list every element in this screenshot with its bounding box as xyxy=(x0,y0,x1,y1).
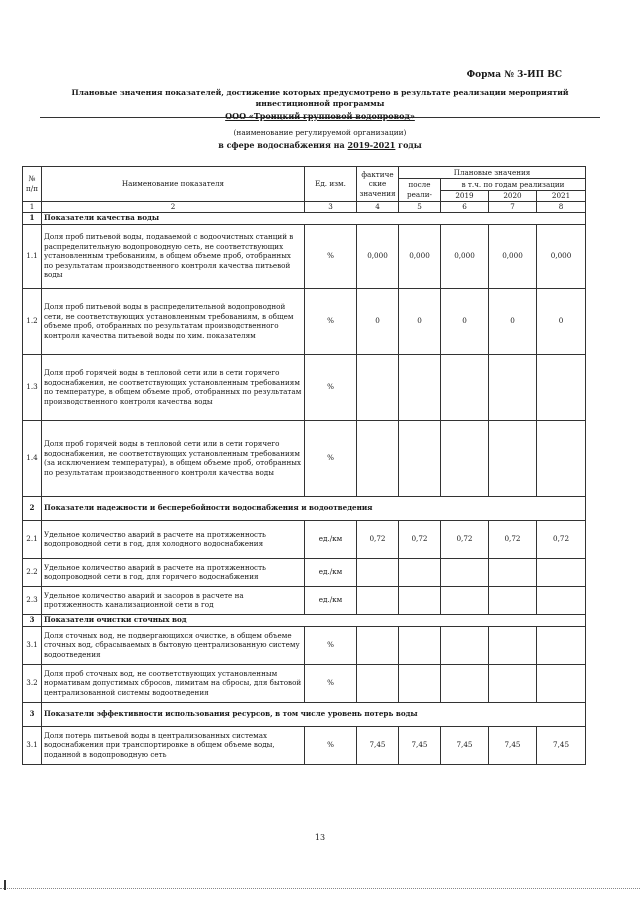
page-number: 13 xyxy=(314,833,326,842)
indicator-name: Доля проб питьевой воды, подаваемой с водоочистных станций в распределительную водопроводную сеть, не соответствующих установленным требованиям, в общем объеме проб, отобранных по результатам производственного контроля качества питьевой воды xyxy=(42,224,305,288)
section-number: 1 xyxy=(23,212,42,224)
after-value xyxy=(399,558,441,586)
header-num: № п/п xyxy=(23,167,42,202)
value-2019 xyxy=(441,558,489,586)
row-number: 1.3 xyxy=(23,354,42,420)
row-number: 3.1 xyxy=(23,626,42,664)
actual-value xyxy=(357,626,399,664)
indicator-name: Удельное количество аварий и засоров в расчете на протяженность канализационной сети в год xyxy=(42,586,305,614)
unit-cell: % xyxy=(305,288,357,354)
actual-value xyxy=(357,354,399,420)
unit-cell: % xyxy=(305,420,357,496)
table-row xyxy=(23,558,586,586)
actual-value: 0 xyxy=(357,288,399,354)
value-2021: 0 xyxy=(537,288,586,354)
unit-cell: % xyxy=(305,726,357,764)
actual-value xyxy=(357,586,399,614)
actual-value: 0,72 xyxy=(357,520,399,558)
after-value: 0 xyxy=(399,288,441,354)
value-2019 xyxy=(441,664,489,702)
actual-value xyxy=(357,664,399,702)
unit-cell: ед./км xyxy=(305,586,357,614)
row-number: 2.3 xyxy=(23,586,42,614)
after-value: 0,72 xyxy=(399,520,441,558)
header-2021: 2021 xyxy=(537,191,586,202)
table-row xyxy=(23,288,586,354)
after-value: 7,45 xyxy=(399,726,441,764)
header-actual: фактиче ские значения xyxy=(357,167,399,202)
actual-value xyxy=(357,558,399,586)
indicator-name: Доля проб горячей воды в тепловой сети или в сети горячего водоснабжения, не соответствующих установленным требованиям по температуре, в общем объеме проб, отобранных по результатам производственного контроля качества воды xyxy=(42,354,305,420)
column-number: 7 xyxy=(489,202,537,213)
column-number: 6 xyxy=(441,202,489,213)
table-row xyxy=(23,224,586,288)
after-value xyxy=(399,420,441,496)
header-by-year: в т.ч. по годам реализации xyxy=(441,179,586,191)
value-2019: 0,72 xyxy=(441,520,489,558)
header-2019: 2019 xyxy=(441,191,489,202)
row-number: 1.4 xyxy=(23,420,42,496)
table-row xyxy=(23,354,586,420)
value-2019: 0,000 xyxy=(441,224,489,288)
unit-cell: % xyxy=(305,626,357,664)
after-value xyxy=(399,354,441,420)
after-value xyxy=(399,626,441,664)
value-2021 xyxy=(537,586,586,614)
value-2020 xyxy=(489,626,537,664)
bottom-rule xyxy=(0,888,640,889)
indicator-name: Доля проб горячей воды в тепловой сети или в сети горячего водоснабжения, не соответствующих установленным требованиям (за исключением температуры), в общем объеме проб, отобранных по результатам производственного контроля качества воды xyxy=(42,420,305,496)
section-title: Показатели эффективности использования ресурсов, в том числе уровень потерь воды xyxy=(42,702,586,726)
form-number: Форма № 3-ИП ВС xyxy=(466,70,562,80)
column-number: 3 xyxy=(305,202,357,213)
section-row xyxy=(23,212,586,224)
indicator-name: Удельное количество аварий в расчете на протяженность водопроводной сети в год, для холодного водоснабжения xyxy=(42,520,305,558)
table-row xyxy=(23,586,586,614)
sphere-prefix: в сфере водоснабжения на xyxy=(218,140,345,150)
after-value: 0,000 xyxy=(399,224,441,288)
organization-name: ООО «Троицкий групповой водопровод» xyxy=(225,111,415,121)
row-number: 1.1 xyxy=(23,224,42,288)
table-row xyxy=(23,520,586,558)
scan-mark xyxy=(4,880,6,890)
value-2021: 0,000 xyxy=(537,224,586,288)
value-2019: 7,45 xyxy=(441,726,489,764)
section-number: 3 xyxy=(23,702,42,726)
sphere-suffix: годы xyxy=(398,140,422,150)
value-2020 xyxy=(489,354,537,420)
value-2019 xyxy=(441,626,489,664)
value-2020 xyxy=(489,420,537,496)
value-2021: 7,45 xyxy=(537,726,586,764)
unit-cell: % xyxy=(305,354,357,420)
document-title: Плановые значения показателей, достижение которых предусмотрено в результате реализации мероприятий инвестиционной программы xyxy=(71,88,569,108)
value-2020 xyxy=(489,586,537,614)
header-unit: Ед. изм. xyxy=(305,167,357,202)
unit-cell: % xyxy=(305,664,357,702)
value-2020 xyxy=(489,558,537,586)
value-2019 xyxy=(441,354,489,420)
table-row xyxy=(23,664,586,702)
section-row xyxy=(23,614,586,626)
row-number: 3.2 xyxy=(23,664,42,702)
value-2021 xyxy=(537,354,586,420)
header-row-1 xyxy=(23,167,586,179)
column-number: 8 xyxy=(537,202,586,213)
indicators-table xyxy=(22,166,586,765)
column-number: 1 xyxy=(23,202,42,213)
row-number: 2.2 xyxy=(23,558,42,586)
column-number: 5 xyxy=(399,202,441,213)
header-2020: 2020 xyxy=(489,191,537,202)
value-2020 xyxy=(489,664,537,702)
table-body xyxy=(23,167,586,765)
value-2019 xyxy=(441,586,489,614)
unit-cell: ед./км xyxy=(305,558,357,586)
value-2021 xyxy=(537,558,586,586)
value-2021 xyxy=(537,420,586,496)
value-2021: 0,72 xyxy=(537,520,586,558)
indicator-name: Доля проб сточных вод, не соответствующих установленным нормативам допустимых сбросов, лимитам на сбросы, для бытовой централизованной системы водоотведения xyxy=(42,664,305,702)
column-number: 2 xyxy=(42,202,305,213)
column-number-row xyxy=(23,202,586,213)
section-title: Показатели качества воды xyxy=(42,212,586,224)
section-number: 2 xyxy=(23,496,42,520)
row-number: 3.1 xyxy=(23,726,42,764)
actual-value: 7,45 xyxy=(357,726,399,764)
unit-cell: % xyxy=(305,224,357,288)
value-2020: 0,72 xyxy=(489,520,537,558)
indicator-name: Доля проб питьевой воды в распределительной водопроводной сети, не соответствующих установленным требованиям, в общем объеме проб, отобранных по результатам производственного контроля качества питьевой воды по хим. показателям xyxy=(42,288,305,354)
after-value xyxy=(399,664,441,702)
sphere-years: 2019-2021 xyxy=(347,140,396,150)
section-row xyxy=(23,496,586,520)
organization-caption: (наименование регулируемой организации) xyxy=(233,128,407,137)
value-2019: 0 xyxy=(441,288,489,354)
actual-value xyxy=(357,420,399,496)
section-row xyxy=(23,702,586,726)
row-number: 1.2 xyxy=(23,288,42,354)
sphere-line xyxy=(40,140,600,150)
value-2021 xyxy=(537,664,586,702)
value-2019 xyxy=(441,420,489,496)
indicator-name: Доля сточных вод, не подвергающихся очистке, в общем объеме сточных вод, сбрасываемых в бытовую централизованную систему водоотведения xyxy=(42,626,305,664)
indicator-name: Удельное количество аварий в расчете на протяженность водопроводной сети в год, для горячего водоснабжения xyxy=(42,558,305,586)
header-planned: Плановые значения xyxy=(399,167,586,179)
value-2020: 7,45 xyxy=(489,726,537,764)
header-after: после реали- xyxy=(399,179,441,202)
section-title: Показатели очистки сточных вод xyxy=(42,614,586,626)
value-2021 xyxy=(537,626,586,664)
column-number: 4 xyxy=(357,202,399,213)
table-row xyxy=(23,626,586,664)
unit-cell: ед./км xyxy=(305,520,357,558)
row-number: 2.1 xyxy=(23,520,42,558)
after-value xyxy=(399,586,441,614)
header-name: Наименование показателя xyxy=(42,167,305,202)
value-2020: 0 xyxy=(489,288,537,354)
actual-value: 0,000 xyxy=(357,224,399,288)
table-row xyxy=(23,726,586,764)
table-row xyxy=(23,420,586,496)
section-number: 3 xyxy=(23,614,42,626)
value-2020: 0,000 xyxy=(489,224,537,288)
section-title: Показатели надежности и бесперебойности водоснабжения и водоотведения xyxy=(42,496,586,520)
indicator-name: Доля потерь питьевой воды в централизованных системах водоснабжения при транспортировке в общем объеме воды, поданной в водопроводную сеть xyxy=(42,726,305,764)
